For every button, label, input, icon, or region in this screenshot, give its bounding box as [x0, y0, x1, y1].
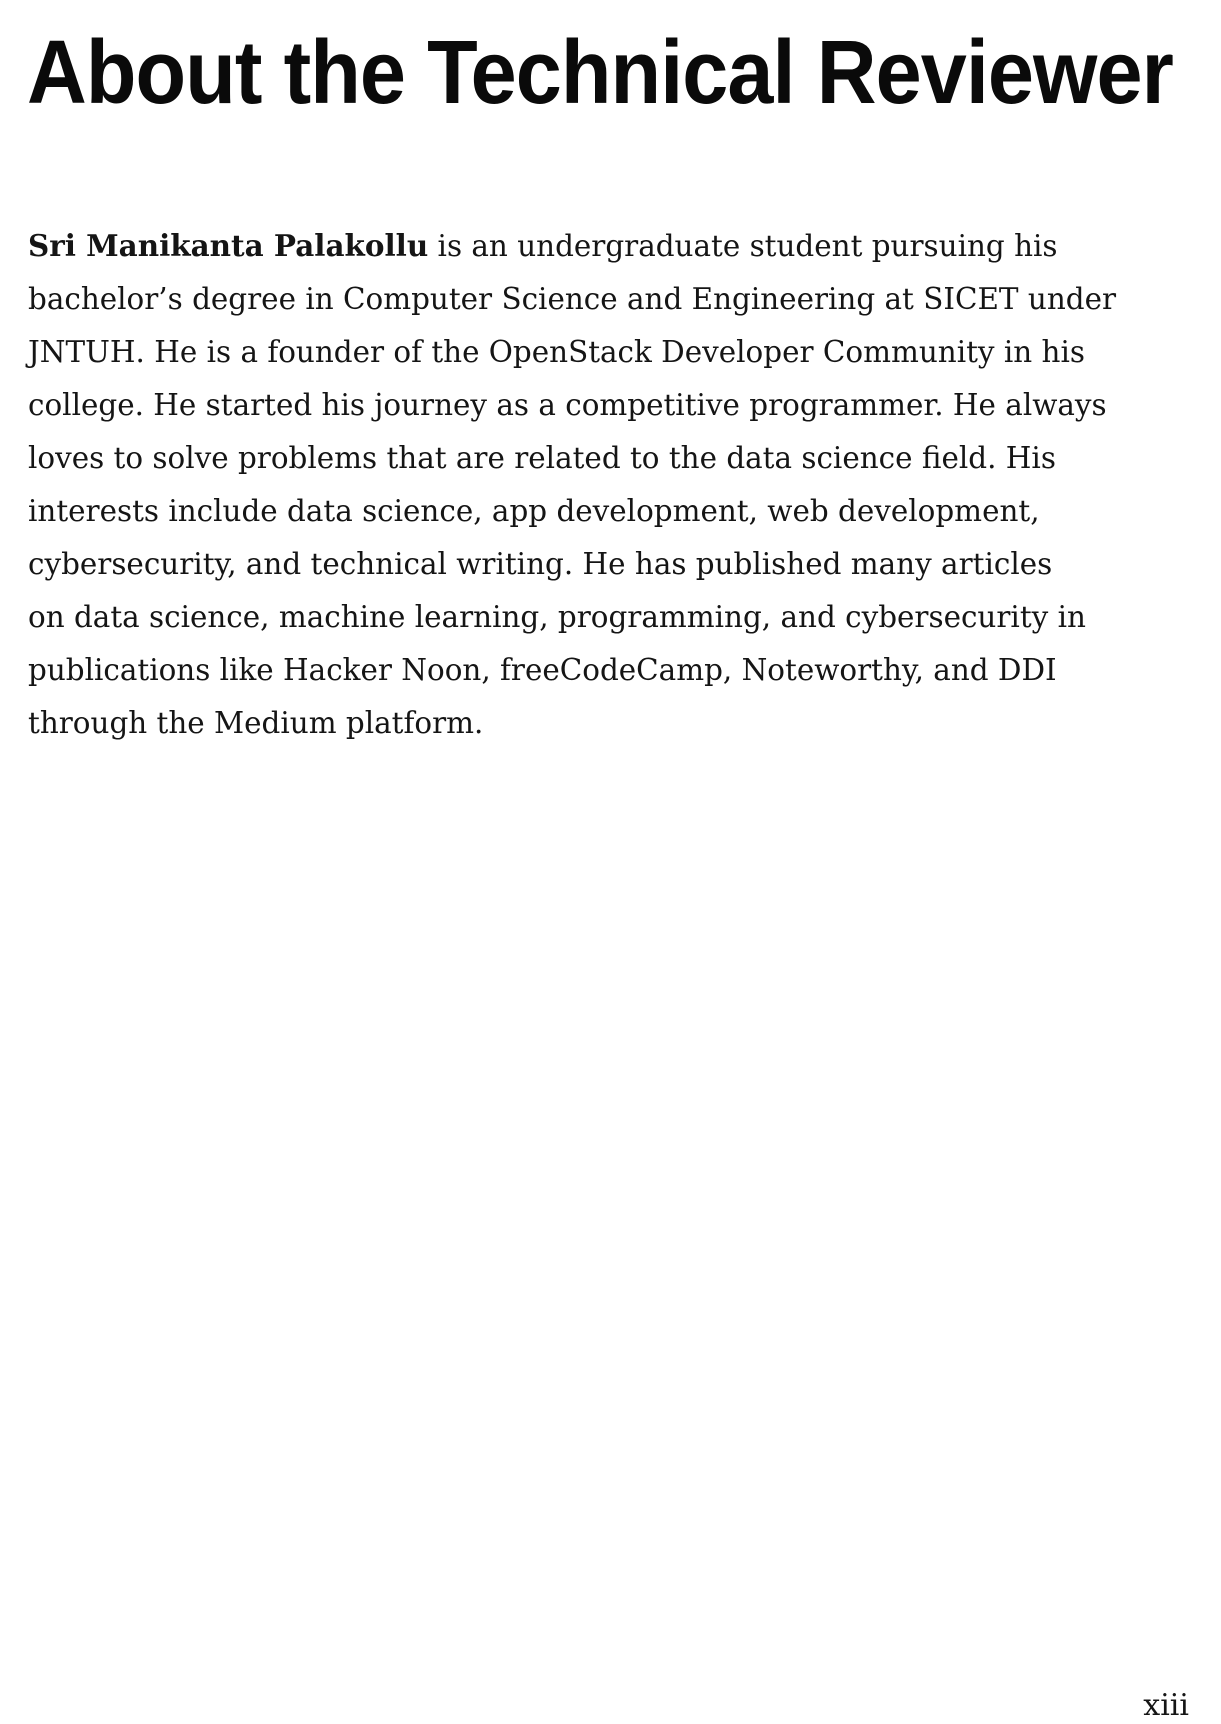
reviewer-name: Sri Manikanta Palakollu [28, 229, 429, 264]
page-number: xiii [1143, 1688, 1189, 1723]
bio-line: interests include data science, app development, web development, [28, 494, 1040, 529]
bio-line-text: is an undergraduate student pursuing his [428, 229, 1058, 264]
bio-line: cybersecurity, and technical writing. He has published many articles [28, 547, 1053, 582]
bio-line: college. He started his journey as a competitive programmer. He always [28, 388, 1107, 423]
page-title: About the Technical Reviewer [27, 23, 1173, 123]
bio-line: through the Medium platform. [28, 706, 484, 741]
bio-line: JNTUH. He is a founder of the OpenStack Developer Community in his [28, 335, 1085, 370]
reviewer-bio [28, 220, 1188, 750]
bio-line: bachelor’s degree in Computer Science and Engineering at SICET under [28, 282, 1117, 317]
bio-line: loves to solve problems that are related to the data science field. His [28, 441, 1056, 476]
bio-line [28, 220, 1165, 273]
bio-line: on data science, machine learning, programming, and cybersecurity in [28, 600, 1086, 635]
bio-line: publications like Hacker Noon, freeCodeCamp, Noteworthy, and DDI [28, 653, 1057, 688]
